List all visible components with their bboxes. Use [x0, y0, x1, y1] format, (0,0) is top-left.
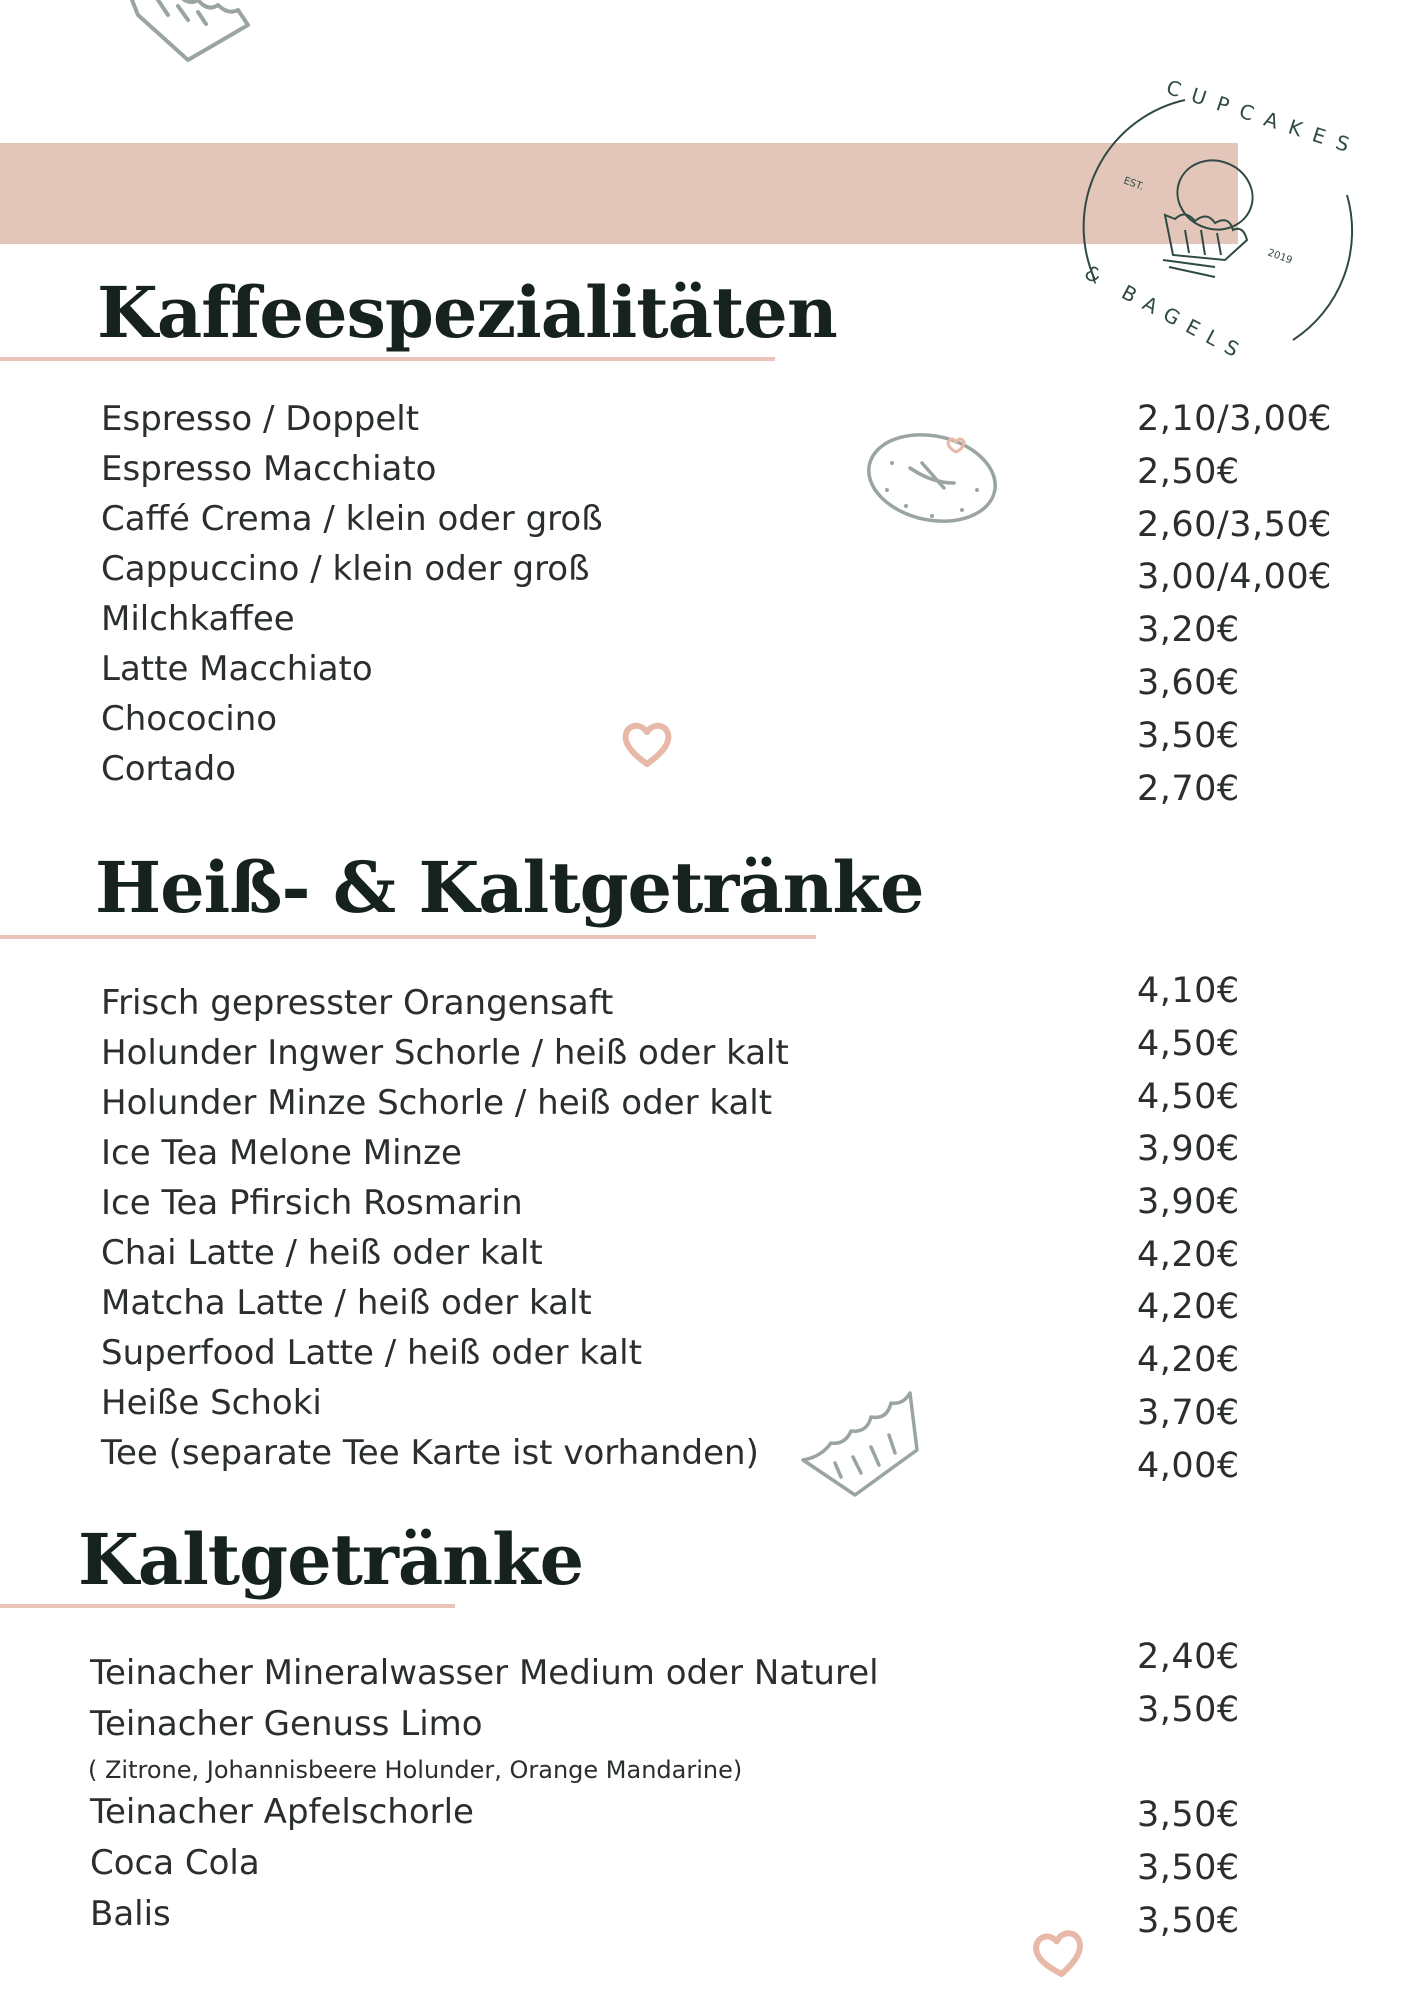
menu-item-name: Teinacher Genuss Limo — [90, 1704, 483, 1744]
menu-item-price: 3,90€ — [1137, 1129, 1240, 1169]
section-underline — [0, 357, 775, 361]
menu-item-price: 3,50€ — [1137, 1690, 1240, 1730]
section-title-heiss-kaltgetraenke: Heiß- & Kaltgetränke — [95, 846, 924, 929]
menu-item-name: Caffé Crema / klein oder groß — [101, 499, 603, 539]
menu-item-name: Coca Cola — [90, 1843, 260, 1883]
cupcakes-bagels-logo — [1065, 55, 1365, 375]
heart-icon — [1032, 1928, 1088, 1980]
menu-item-price: 3,50€ — [1137, 1901, 1240, 1941]
menu-item-price: 2,60/3,50€ — [1137, 505, 1332, 545]
menu-item-price: 3,70€ — [1137, 1393, 1240, 1433]
menu-item-price: 3,60€ — [1137, 663, 1240, 703]
menu-item-name: Frisch gepresster Orangensaft — [101, 983, 614, 1023]
menu-item-name: Superfood Latte / heiß oder kalt — [101, 1333, 642, 1373]
menu-item-price: 4,20€ — [1137, 1235, 1240, 1275]
menu-item-price: 2,50€ — [1137, 452, 1240, 492]
menu-item-price: 2,40€ — [1137, 1637, 1240, 1677]
logo-bottom-text: & BAGELS — [1080, 260, 1252, 367]
menu-item-name: Teinacher Mineralwasser Medium oder Naturel — [90, 1653, 879, 1693]
menu-item-name: Espresso Macchiato — [101, 449, 437, 489]
menu-item-name: Cortado — [101, 749, 237, 789]
menu-item-price: 3,20€ — [1137, 610, 1240, 650]
menu-item-name: Milchkaffee — [101, 599, 295, 639]
logo-year: 2019 — [1265, 247, 1294, 267]
menu-item-price: 3,50€ — [1137, 1848, 1240, 1888]
heart-icon — [620, 720, 674, 770]
menu-item-name: Balis — [90, 1894, 171, 1934]
menu-item-name: Teinacher Apfelschorle — [90, 1792, 474, 1832]
logo-top-text: CUPCAKES — [1163, 74, 1364, 161]
menu-item-name: Holunder Minze Schorle / heiß oder kalt — [101, 1083, 773, 1123]
menu-item-name: Holunder Ingwer Schorle / heiß oder kalt — [101, 1033, 789, 1073]
menu-item-price: 4,50€ — [1137, 1024, 1240, 1064]
menu-item-name: Matcha Latte / heiß oder kalt — [101, 1283, 592, 1323]
bagel-icon — [862, 428, 1002, 528]
menu-item-price: 2,70€ — [1137, 769, 1240, 809]
logo-est: EST. — [1121, 175, 1146, 193]
menu-item-name: Chai Latte / heiß oder kalt — [101, 1233, 543, 1273]
menu-item-price: 3,90€ — [1137, 1182, 1240, 1222]
menu-item-price: 3,50€ — [1137, 1795, 1240, 1835]
menu-item-name: Ice Tea Pfirsich Rosmarin — [101, 1183, 523, 1223]
menu-item-name: Espresso / Doppelt — [101, 399, 420, 439]
menu-item-price: 4,00€ — [1137, 1446, 1240, 1486]
menu-item-name: Heiße Schoki — [101, 1383, 322, 1423]
menu-item-price: 4,10€ — [1137, 971, 1240, 1011]
menu-item-name: Cappuccino / klein oder groß — [101, 549, 590, 589]
section-underline — [0, 1604, 455, 1608]
menu-item-price: 2,10/3,00€ — [1137, 399, 1332, 439]
menu-item-price: 3,00/4,00€ — [1137, 557, 1332, 597]
menu-item-name: Chococino — [101, 699, 278, 739]
section-title-kaltgetraenke: Kaltgetränke — [78, 1518, 584, 1601]
menu-item-price: 4,20€ — [1137, 1287, 1240, 1327]
cupcake-icon — [795, 1385, 925, 1500]
menu-item-price: 4,20€ — [1137, 1340, 1240, 1380]
menu-item-price: 3,50€ — [1137, 716, 1240, 756]
menu-item-name: Ice Tea Melone Minze — [101, 1133, 462, 1173]
section-title-kaffeespezialitaeten: Kaffeespezialitäten — [97, 271, 837, 354]
menu-item-name: Latte Macchiato — [101, 649, 373, 689]
menu-item-price: 4,50€ — [1137, 1077, 1240, 1117]
cupcake-icon — [118, 0, 258, 70]
header-accent-band — [0, 143, 1238, 244]
menu-item-name: Tee (separate Tee Karte ist vorhanden) — [101, 1433, 759, 1473]
section-underline — [0, 935, 816, 939]
menu-item-note: ( Zitrone, Johannisbeere Holunder, Orange Mandarine) — [88, 1756, 743, 1784]
